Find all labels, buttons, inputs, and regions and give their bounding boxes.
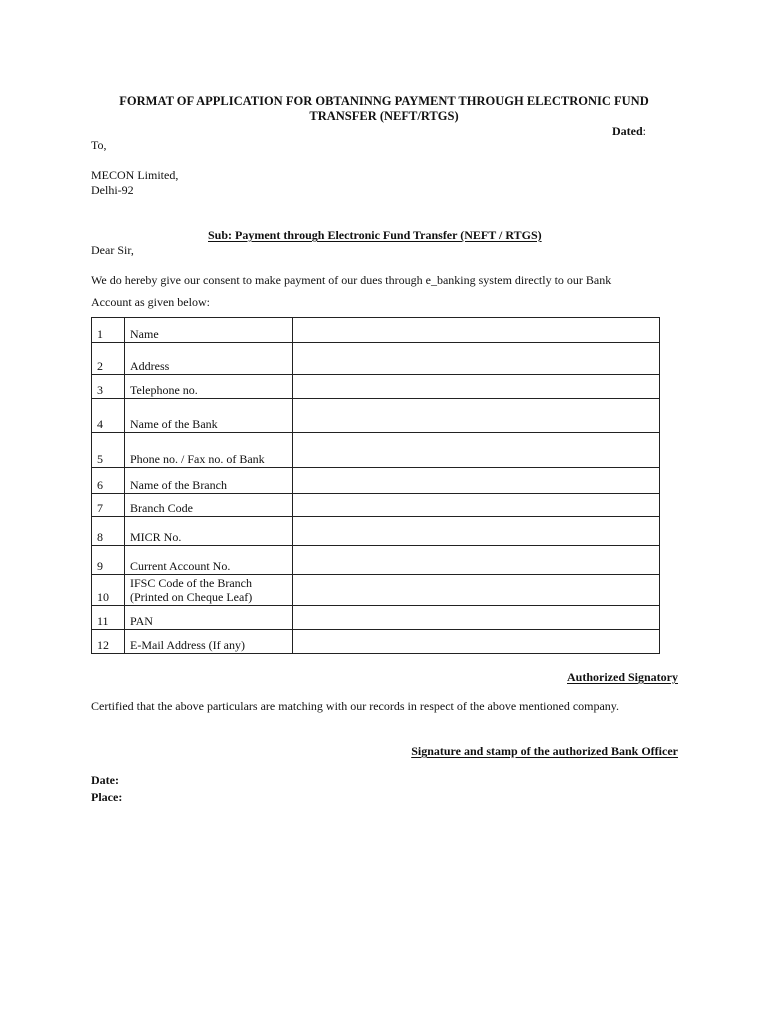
row-label-secondary: (Printed on Cheque Leaf) [130,590,253,604]
table-row [92,517,660,546]
row-label: IFSC Code of the Branch [130,576,252,590]
row-label: Address [125,343,293,375]
row-label: PAN [125,606,293,630]
table-row [92,399,660,433]
value-cell-micr[interactable] [293,517,660,546]
row-number: 7 [92,494,125,517]
subject-line: Sub: Payment through Electronic Fund Transfer (NEFT / RTGS) [208,228,542,242]
value-cell-address[interactable] [293,343,660,375]
addressee-city: Delhi-92 [91,183,134,197]
row-label: Telephone no. [125,375,293,399]
value-cell-pan[interactable] [293,606,660,630]
table-row [92,375,660,399]
row-number: 4 [92,399,125,433]
row-number: 12 [92,630,125,654]
row-label: Name [125,318,293,343]
row-number: 3 [92,375,125,399]
value-cell-branch-code[interactable] [293,494,660,517]
body-paragraph-line2: Account as given below: [91,295,210,309]
row-number: 10 [92,575,125,606]
value-cell-telephone[interactable] [293,375,660,399]
value-cell-name[interactable] [293,318,660,343]
table-row [92,630,660,654]
value-cell-ifsc[interactable] [293,575,660,606]
authorized-signatory-label: Authorized Signatory [567,670,678,684]
table-row [92,575,660,606]
table-row [92,606,660,630]
certification-text: Certified that the above particulars are matching with our records in respect of the above mentioned company. [91,699,620,713]
place-label: Place: [91,790,123,804]
row-label: MICR No. [125,517,293,546]
document-title-line1: FORMAT OF APPLICATION FOR OBTANINNG PAYMENT THROUGH ELECTRONIC FUND [119,94,649,108]
value-cell-branch-name[interactable] [293,468,660,494]
table-row [92,494,660,517]
row-number: 9 [92,546,125,575]
row-number: 1 [92,318,125,343]
dated-label: Dated [612,124,643,138]
bank-officer-signature-label: Signature and stamp of the authorized Bank Officer [411,744,678,758]
row-label: E-Mail Address (If any) [125,630,293,654]
dated-colon: : [642,124,647,138]
value-cell-email[interactable] [293,630,660,654]
addressee-company: MECON Limited, [91,168,179,182]
row-label: Current Account No. [125,546,293,575]
document-title-line2: TRANSFER (NEFT/RTGS) [309,109,459,123]
bank-details-table [91,317,660,654]
row-number: 11 [92,606,125,630]
row-label: Branch Code [125,494,293,517]
row-number: 6 [92,468,125,494]
value-cell-account-no[interactable] [293,546,660,575]
value-cell-bank-name[interactable] [293,399,660,433]
row-label-multiline [125,575,293,606]
row-label: Phone no. / Fax no. of Bank [125,433,293,468]
table-row [92,546,660,575]
table-row [92,318,660,343]
row-number: 8 [92,517,125,546]
row-label: Name of the Bank [125,399,293,433]
row-label: Name of the Branch [125,468,293,494]
row-number: 5 [92,433,125,468]
body-paragraph-line1: We do hereby give our consent to make payment of our dues through e_banking system directly to our Bank [91,273,612,287]
to-label: To, [91,138,107,152]
table-row [92,433,660,468]
table-row [92,343,660,375]
dated-field [612,124,646,139]
value-cell-bank-phone[interactable] [293,433,660,468]
date-label: Date: [91,773,119,787]
row-number: 2 [92,343,125,375]
salutation: Dear Sir, [91,243,134,257]
table-row [92,468,660,494]
